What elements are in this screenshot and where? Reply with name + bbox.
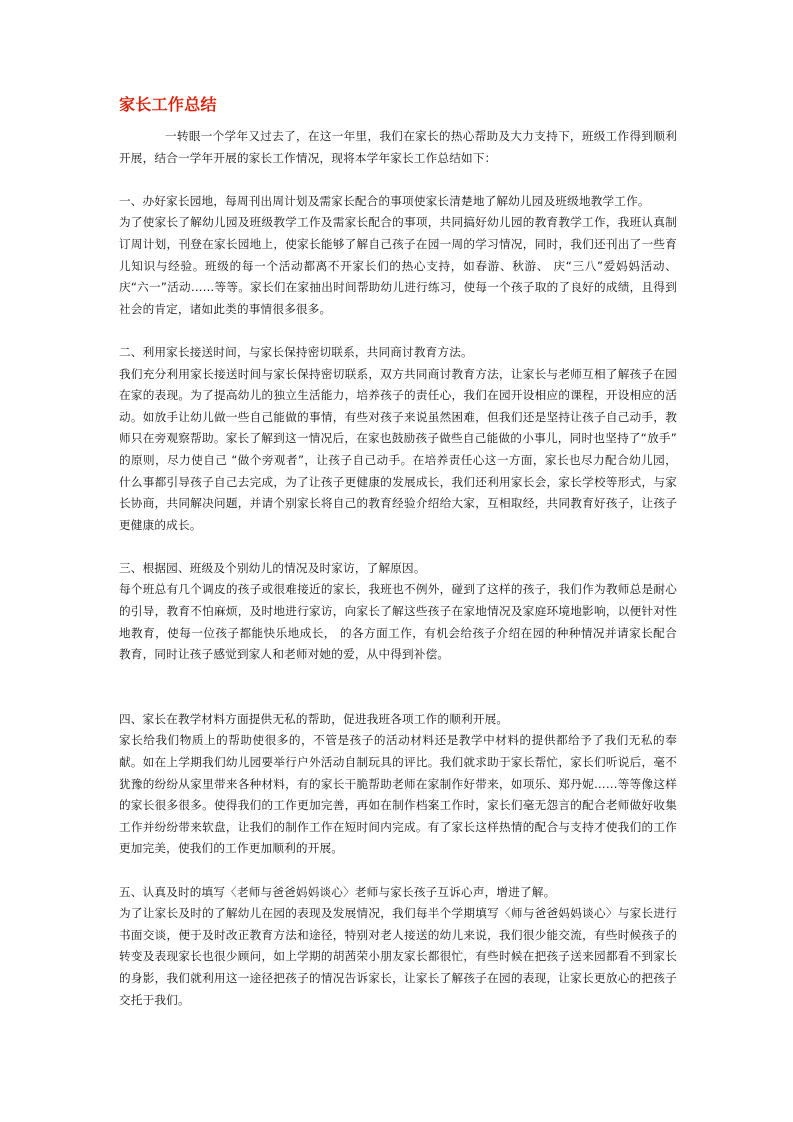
section-4-body: 家长给我们物质上的帮助使很多的，不管是孩子的活动材料还是教学中材料的提供都给予了我们无私的奉献。如在上学期我们幼儿园要举行户外活动自制玩具的评比。我们就求助于家长帮忙，家长们听说后，毫不犹豫的纷纷从家里带来各种材料，有的家长干脆帮助老师在家制作好带来，如项乐、郑丹妮……等等像这样的家长很多很多。使得我们的工作更加完善，再如在制作档案工作时，家长们毫无怨言的配合老师做好收集工作并纷纷带来软盘，让我们的制作工作在短时间内完成。有了家长这样热情的配合与支持才使我们的工作更加完美，使我们的工作更加顺利的开展。 — [119, 733, 677, 856]
section-2-body: 我们充分利用家长接送时间与家长保持密切联系，双方共同商讨教育方法，让家长与老师互相了解孩子在园在家的表现。为了提高幼儿的独立生活能力，培养孩子的责任心，我们在园开设相应的课程，开设相应的活动。如放手让幼儿做一些自己能做的事情，有些对孩子来说虽然困难，但我们还是坚持让孩子自己动手，教师只在旁观察帮助。家长了解到这一情况后，在家也鼓励孩子做些自己能做的小事儿，同时也坚持了“放手” 的原则，尽力使自己 “做个旁观者”，让孩子自己动手。在培养责任心这一方面，家长也尽力配合幼儿园，什么事都引导孩子自己去完成，为了让孩子更健康的发展成长，我们还利用家长会，家长学校等形式，与家长协商，共同解决问题，并请个别家长将自己的教育经验介绍给大家，互相取经，共同教育好孩子，让孩子更健康的成长。 — [119, 366, 677, 532]
spacer — [119, 666, 677, 709]
section-2-heading: 二、利用家长接送时间，与家长保持密切联系，共同商讨教育方法。 — [119, 344, 473, 359]
intro-paragraph: 一转眼一个学年又过去了，在这一年里，我们在家长的热心帮助及大力支持下，班级工作得到顺利开展，结合一学年开展的家长工作情况，现将本学年家长工作总结如下： — [119, 129, 677, 165]
section-1-heading: 一、办好家长园地，每周刊出周计划及需家长配合的事项使家长清楚地了解幼儿园及班级地教学工作。 — [119, 193, 650, 208]
spacer — [119, 169, 677, 191]
document-title: 家长工作总结 — [119, 95, 217, 114]
spacer — [119, 860, 677, 882]
spacer — [119, 320, 677, 342]
document-page — [119, 92, 677, 1011]
section-5-heading: 五、认真及时的填写〈老师与爸爸妈妈谈心〉老师与家长孩子互诉心声，增进了解。 — [119, 884, 556, 899]
section-3-body: 每个班总有几个调皮的孩子或很难接近的家长，我班也不例外，碰到了这样的孩子，我们作为教师总是耐心的引导，教育不怕麻烦，及时地进行家访，向家长了解这些孩子在家地情况及家庭环境地影响，以便针对性地教育，使每一位孩子都能快乐地成长， 的各方面工作，有机会给孩子介绍在园的种种情况并请家长配合教育，同时让孩子感觉到家人和老师对她的爱，从中得到补偿。 — [119, 582, 677, 662]
spacer — [119, 536, 677, 558]
section-1-body: 为了使家长了解幼儿园及班级教学工作及需家长配合的事项，共同搞好幼儿园的教育教学工作，我班认真制订周计划，刊登在家长园地上，使家长能够了解自己孩子在园一周的学习情况，同时，我们还刊出了一些育儿知识与经验。班级的每一个活动都离不开家长们的热心支持，如春游、秋游、 庆“三八”爱妈妈活动、庆“六一”活动……等等。家长们在家抽出时间帮助幼儿进行练习，使每一个孩子取的了良好的成绩，且得到社会的肯定，诸如此类的事情很多很多。 — [119, 215, 677, 316]
section-5-body: 为了让家长及时的了解幼儿在园的表现及发展情况，我们每半个学期填写〈师与爸爸妈妈谈心〉与家长进行书面交谈，便于及时改正教育方法和途径，特别对老人接送的幼儿来说，我们很少能交流，有些时候孩子的转变及表现家长也很少顾问，如上学期的胡茜荣小朋友家长都很忙，有些时候在把孩子送来园都看不到家长的身影，我们就利用这一途径把孩子的情况告诉家长，让家长了解孩子在园的表现，让家长更放心的把孩子交托于我们。 — [119, 906, 677, 1007]
section-4-heading: 四、家长在教学材料方面提供无私的帮助，促进我班各项工作的顺利开展。 — [119, 711, 509, 726]
section-3-heading: 三、根据园、班级及个别幼儿的情况及时家访，了解原因。 — [119, 560, 426, 575]
